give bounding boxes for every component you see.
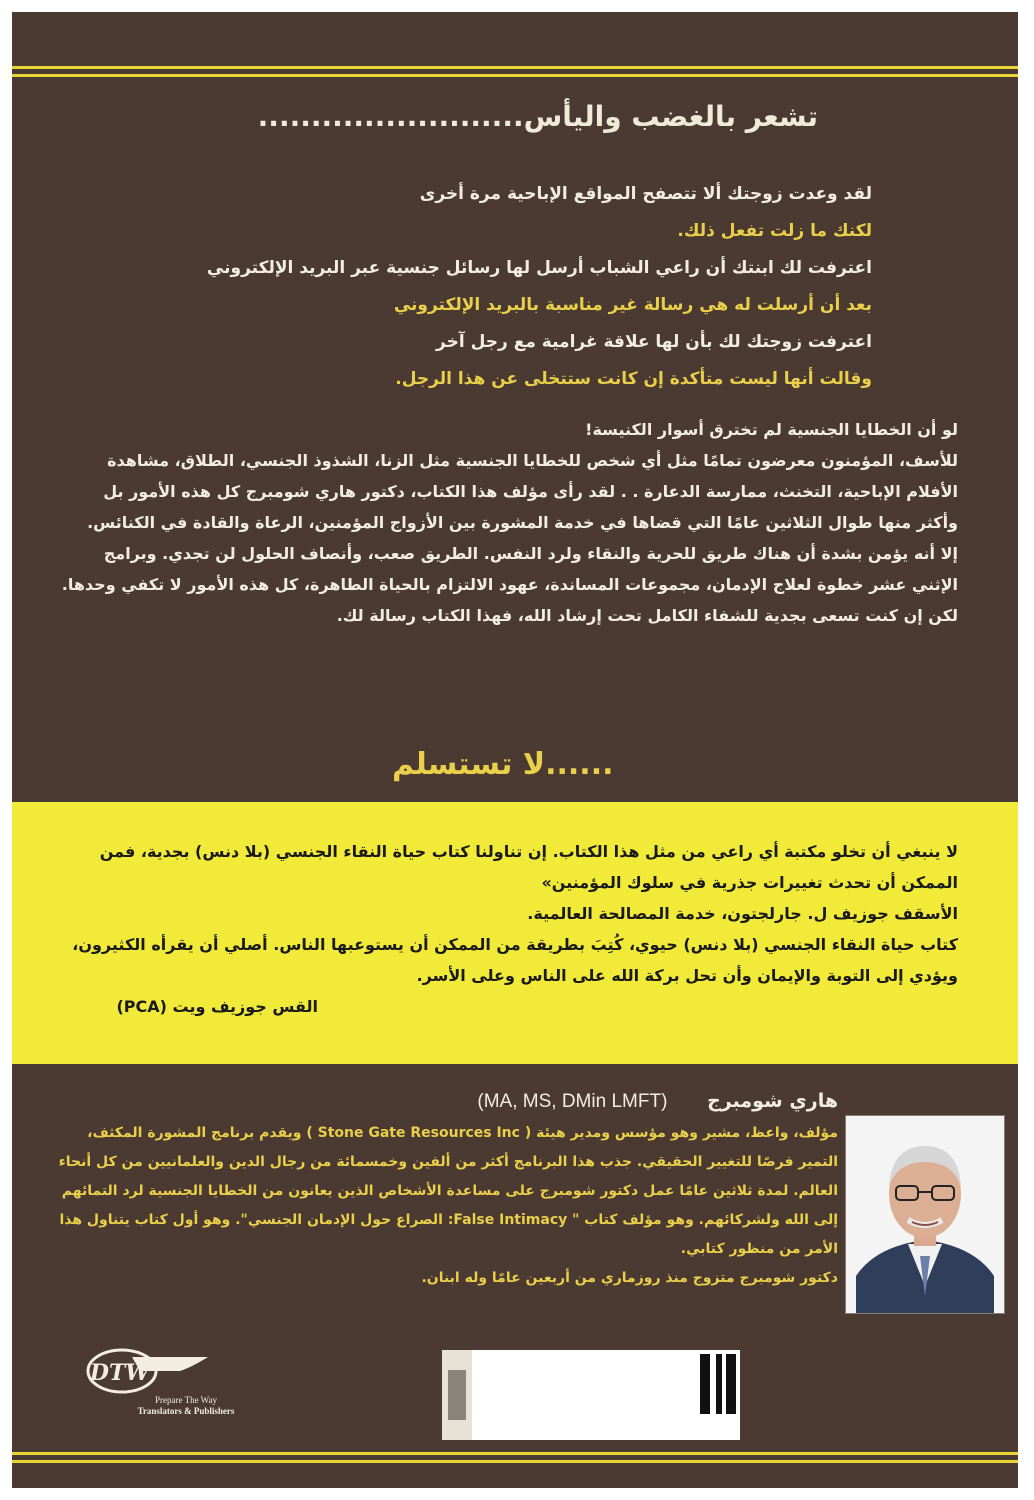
intro-line-2: لكنك ما زلت تفعل ذلك. [677, 221, 872, 241]
intro-lines [152, 176, 872, 398]
publisher-logo [80, 1347, 260, 1417]
publisher-line-2: Translators & Publishers [137, 1406, 235, 1416]
endorsement-2-source: القس جوزيف ويت (PCA) [116, 997, 318, 1016]
body-paragraph-2: للأسف، المؤمنون معرضون تمامًا مثل أي شخص للخطايا الجنسية مثل الزنا، الشذوذ الجنسي، الطلاق، مشاهدة الأفلام الإباحية، التخنث، ممارسة الدعارة . . لقد رأى مؤلف هذا الكتاب، دكتور هاري شومبرج كل هذه الأمور بل وأكثر منها طوال الثلاثين عامًا التي قضاها في خدمة المشورة بين الأزواج المؤمنين، الرعاة والقادة في الكنائس. [87, 451, 958, 532]
intro-line-1: لقد وعدت زوجتك ألا تتصفح المواقع الإباحية مرة أخرى [419, 184, 872, 204]
bottom-gold-rule [12, 1452, 1018, 1463]
slogan: ......لا تستسلم [392, 747, 614, 782]
back-cover [12, 12, 1018, 1488]
publisher-logo-mark: DTW [89, 1360, 151, 1386]
barcode-sticker [442, 1350, 740, 1440]
author-block [48, 1084, 838, 1293]
intro-line-6: وقالت أنها ليست متأكدة إن كانت ستتخلى عن هذا الرجل. [395, 369, 872, 389]
author-bio-paragraph-1: مؤلف، واعظ، مشير وهو مؤسس ومدير هيئة ( Stone Gate Resources Inc ) ويقدم برنامج المشورة المكثف، التمير فرصًا للتغيير الحقيقي. جذب هذا البرنامج أكثر من ألفين وخمسمائة من رجال الدين والعلمانيين من كل أنحاء العالم. لمدة ثلاثين عامًا عمل دكتور شومبرج على مساعدة الأشخاص الذين يعانون من الخطايا الجنسية لرد التمائهم إلى الله ولشركائهم. وهو مؤلف كتاب " False Intimacy: الصراع حول الإدمان الجنسي". وهو أول كتاب يتناول هذا الأمر من منظور كتابي. [58, 1125, 838, 1257]
body-paragraph-1: لو أن الخطايا الجنسية لم تخترق أسوار الكنيسة! [585, 420, 958, 439]
author-bio [48, 1119, 838, 1293]
author-name: هاري شومبرج [707, 1090, 838, 1112]
body-text [58, 414, 958, 631]
barcode-icon [442, 1350, 740, 1440]
author-bio-paragraph-2: دكتور شومبرج متزوج منذ روزماري من أربعين عامًا وله ابنان. [421, 1270, 838, 1286]
author-portrait-icon [846, 1116, 1004, 1313]
intro-line-4: بعد أن أرسلت له هي رسالة غير مناسبة بالبريد الإلكتروني [393, 295, 872, 315]
intro-line-3: اعترفت لك ابنتك أن راعي الشباب أرسل لها رسائل جنسية عبر البريد الإلكتروني [206, 258, 872, 278]
publisher-emblem-icon [80, 1347, 260, 1417]
author-credentials: (MA, MS, DMin LMFT) [477, 1091, 668, 1112]
endorsement-text [58, 836, 958, 1022]
endorsement-band [12, 802, 1018, 1064]
author-heading [48, 1084, 838, 1119]
main-heading: تشعر بالغضب واليأس......................... [257, 100, 818, 133]
intro-line-5: اعترفت زوجتك لك بأن لها علاقة غرامية مع رجل آخر [436, 332, 872, 352]
endorsement-1: لا ينبغي أن تخلو مكتبة أي راعي من مثل هذا الكتاب. إن تناولنا كتاب حياة النقاء الجنسي (بلا دنس) بجدية، فمن الممكن أن تحدث تغييرات جذرية في سلوك المؤمنين» [99, 842, 958, 892]
publisher-line-1: Prepare The Way [155, 1395, 217, 1405]
body-paragraph-3: إلا أنه يؤمن بشدة أن هناك طريق للحرية والنقاء ولرد النفس. الطريق صعب، وأنصاف الحلول لن تجدي. وبرامج الإثني عشر خطوة لعلاج الإدمان، مجموعات المساندة، عهود الالتزام بالحياة الطاهرة، كل هذه الأمور لا تكفي وحدها. لكن إن كنت تسعى بجدية للشفاء الكامل تحت إرشاد الله، فهذا الكتاب رسالة لك. [61, 544, 958, 625]
endorsement-2: كتاب حياة النقاء الجنسي (بلا دنس) حيوي، كُتِبَ بطريقة من الممكن أن يستوعبها الناس. أصلي أن يقرأه الكثيرون، ويؤدي إلى التوبة والإيمان وأن تحل بركة الله على الناس وعلى الأسر. [72, 935, 958, 985]
author-photo [845, 1115, 1005, 1314]
endorsement-1-source: الأسقف جوزيف ل. جارلجتون، خدمة المصالحة العالمية. [527, 904, 958, 923]
top-gold-rule [12, 66, 1018, 77]
